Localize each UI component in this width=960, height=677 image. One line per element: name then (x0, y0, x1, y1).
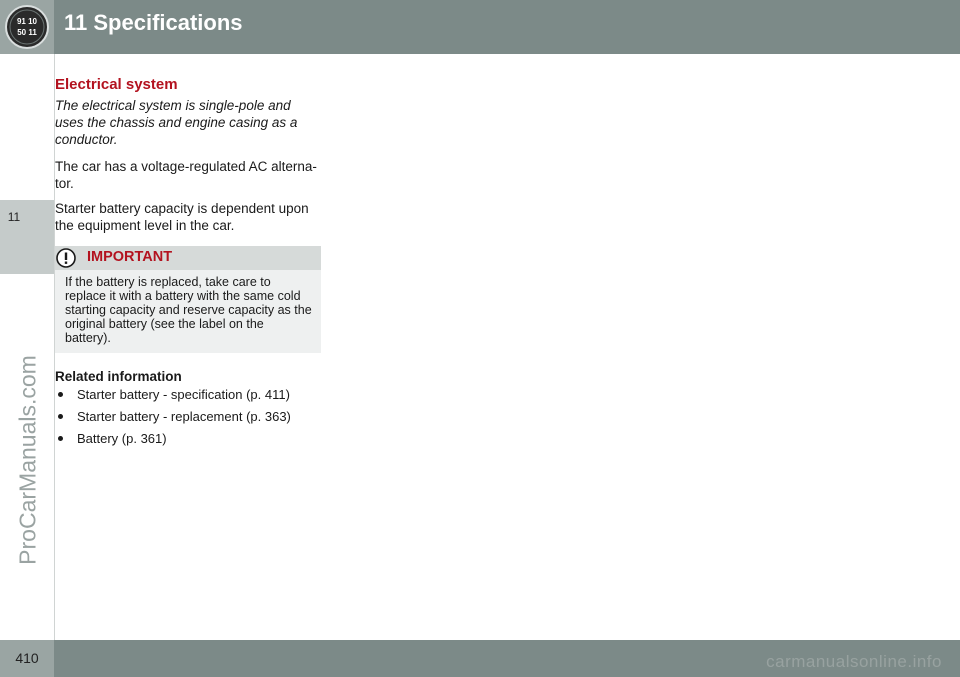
chapter-tab-number: 11 (7, 210, 21, 224)
paragraph-battery-capacity: Starter battery capacity is dependent upon the equipment level in the car. (55, 201, 309, 233)
related-link-battery[interactable] (55, 430, 321, 447)
related-link-text: Starter battery - specification (p. 411) (77, 387, 290, 402)
related-info-list (55, 386, 321, 447)
related-info-heading: Related information (55, 369, 182, 384)
logo-text-bottom: 50 11 (17, 28, 37, 37)
volvo-code-badge-icon (4, 4, 50, 50)
related-link-text: Battery (p. 361) (77, 431, 167, 446)
important-header (55, 246, 321, 270)
related-link-text: Starter battery - replacement (p. 363) (77, 409, 291, 424)
exclamation-warning-icon (56, 248, 76, 268)
important-body: If the battery is replaced, take care to replace it with a battery with the same cold starting capacity and reserve capacity as the original battery (see the label on the battery). (65, 275, 312, 345)
bullet-icon (58, 392, 63, 397)
logo-text-top: 91 10 (16, 17, 38, 26)
important-notice (55, 246, 321, 353)
paragraph-alternator: The car has a voltage-regulated AC alterna-tor. (55, 159, 317, 191)
important-title: IMPORTANT (87, 249, 173, 265)
related-link-replacement[interactable] (55, 408, 321, 425)
page-number: 410 (15, 650, 39, 666)
bullet-icon (58, 414, 63, 419)
section-heading: Electrical system (55, 76, 178, 93)
main-content (55, 76, 321, 452)
related-link-specification[interactable] (55, 386, 321, 403)
section-intro: The electrical system is single-pole and uses the chassis and engine casing as a conductor. (55, 98, 298, 147)
watermark-procarmanuals: ProCarManuals.com (14, 355, 41, 565)
bullet-icon (58, 436, 63, 441)
chapter-title: 11 Specifications (64, 10, 243, 35)
watermark-carmanualsonline: carmanualsonline.info (766, 652, 942, 671)
